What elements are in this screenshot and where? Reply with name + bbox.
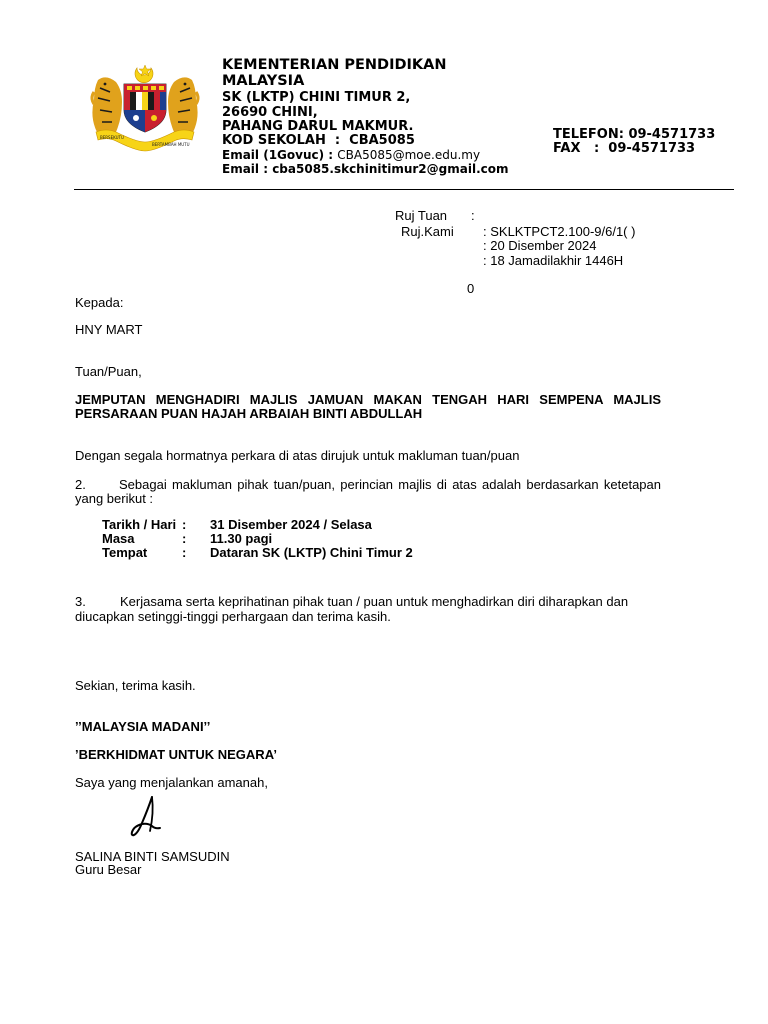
signer-title: Guru Besar <box>75 862 142 877</box>
email-value[interactable]: cba5085.skchinitimur2@gmail.com <box>272 162 509 176</box>
letter-date-hijri: : 18 Jamadilakhir 1446H <box>483 253 624 268</box>
signer-name: SALINA BINTI SAMSUDIN <box>75 849 230 864</box>
ministry-name-line1: KEMENTERIAN PENDIDIKAN <box>222 57 447 73</box>
coat-of-arms-logo <box>88 62 202 154</box>
detail-separator: : <box>182 531 187 546</box>
to-label: Kepada: <box>75 295 124 310</box>
subject-line2: PERSARAAN PUAN HAJAH ARBAIAH BINTI ABDULLAH <box>75 406 423 421</box>
ruj-tuan-value: : <box>471 208 475 223</box>
subject-line1: JEMPUTAN MENGHADIRI MAJLIS JAMUAN MAKAN TENGAH HARI SEMPENA MAJLIS <box>75 392 661 407</box>
school-state: PAHANG DARUL MAKMUR. <box>222 119 414 134</box>
stray-zero-text: 0 <box>467 281 475 296</box>
detail-value: 11.30 pagi <box>210 531 273 546</box>
event-detail-row-time <box>102 532 413 546</box>
header-divider <box>74 189 734 190</box>
school-code: KOD SEKOLAH : CBA5085 <box>222 133 415 148</box>
recipient-name: HNY MART <box>75 322 143 337</box>
slogan-malaysia-madani: ’’MALAYSIA MADANI’’ <box>75 719 211 734</box>
paragraph-3-number: 3. <box>75 594 86 609</box>
detail-label: Tarikh / Hari <box>102 517 177 532</box>
paragraph-2-number: 2. <box>75 477 86 492</box>
telephone: TELEFON: 09-4571733 <box>553 127 716 142</box>
event-details-table <box>102 518 413 560</box>
detail-separator: : <box>182 517 187 532</box>
detail-value: 31 Disember 2024 / Selasa <box>210 517 372 532</box>
paragraph-2-line2: yang berikut : <box>75 491 154 506</box>
ruj-tuan-label: Ruj Tuan <box>395 208 448 223</box>
school-postcode: 26690 CHINI, <box>222 105 318 120</box>
school-name: SK (LKTP) CHINI TIMUR 2, <box>222 90 411 105</box>
ruj-kami-value: : SKLKTPCT2.100-9/6/1( ) <box>483 224 636 239</box>
detail-label: Masa <box>102 531 135 546</box>
email-1govuc-label: Email (1Govuc) : <box>222 148 338 162</box>
detail-separator: : <box>182 545 187 560</box>
closing-text: Sekian, terima kasih. <box>75 678 196 693</box>
crest-motto-right: BERTAMBAH MUTU <box>152 142 190 147</box>
handwritten-signature <box>128 793 168 843</box>
email-1govuc-line <box>222 148 480 162</box>
detail-value: Dataran SK (LKTP) Chini Timur 2 <box>210 545 413 560</box>
crest-motto-left: BERSEKUTU <box>100 135 124 140</box>
paragraph-3-line1: Kerjasama serta keprihatinan pihak tuan / puan untuk menghadirkan diri diharapkan dan <box>120 594 629 609</box>
email-label: Email : <box>222 162 273 176</box>
salutation: Tuan/Puan, <box>75 364 142 379</box>
email-1govuc-value[interactable]: CBA5085@moe.edu.my <box>337 148 481 162</box>
ruj-kami-label: Ruj.Kami <box>401 224 454 239</box>
detail-label: Tempat <box>102 545 148 560</box>
ministry-name-line2: MALAYSIA <box>222 73 305 89</box>
paragraph-1: Dengan segala hormatnya perkara di atas dirujuk untuk makluman tuan/puan <box>75 448 520 463</box>
fax: FAX : 09-4571733 <box>553 141 696 156</box>
paragraph-2-line1: Sebagai makluman pihak tuan/puan, perincian majlis di atas adalah berdasarkan ketetapan <box>119 477 661 492</box>
event-detail-row-venue <box>102 546 413 560</box>
event-detail-row-date <box>102 518 413 532</box>
trust-line: Saya yang menjalankan amanah, <box>75 775 268 790</box>
slogan-berkhidmat: ’BERKHIDMAT UNTUK NEGARA’ <box>75 747 277 762</box>
paragraph-3-line2: diucapkan setinggi-tinggi perhargaan dan terima kasih. <box>75 609 391 624</box>
email-line <box>222 162 509 176</box>
letter-date: : 20 Disember 2024 <box>483 238 597 253</box>
